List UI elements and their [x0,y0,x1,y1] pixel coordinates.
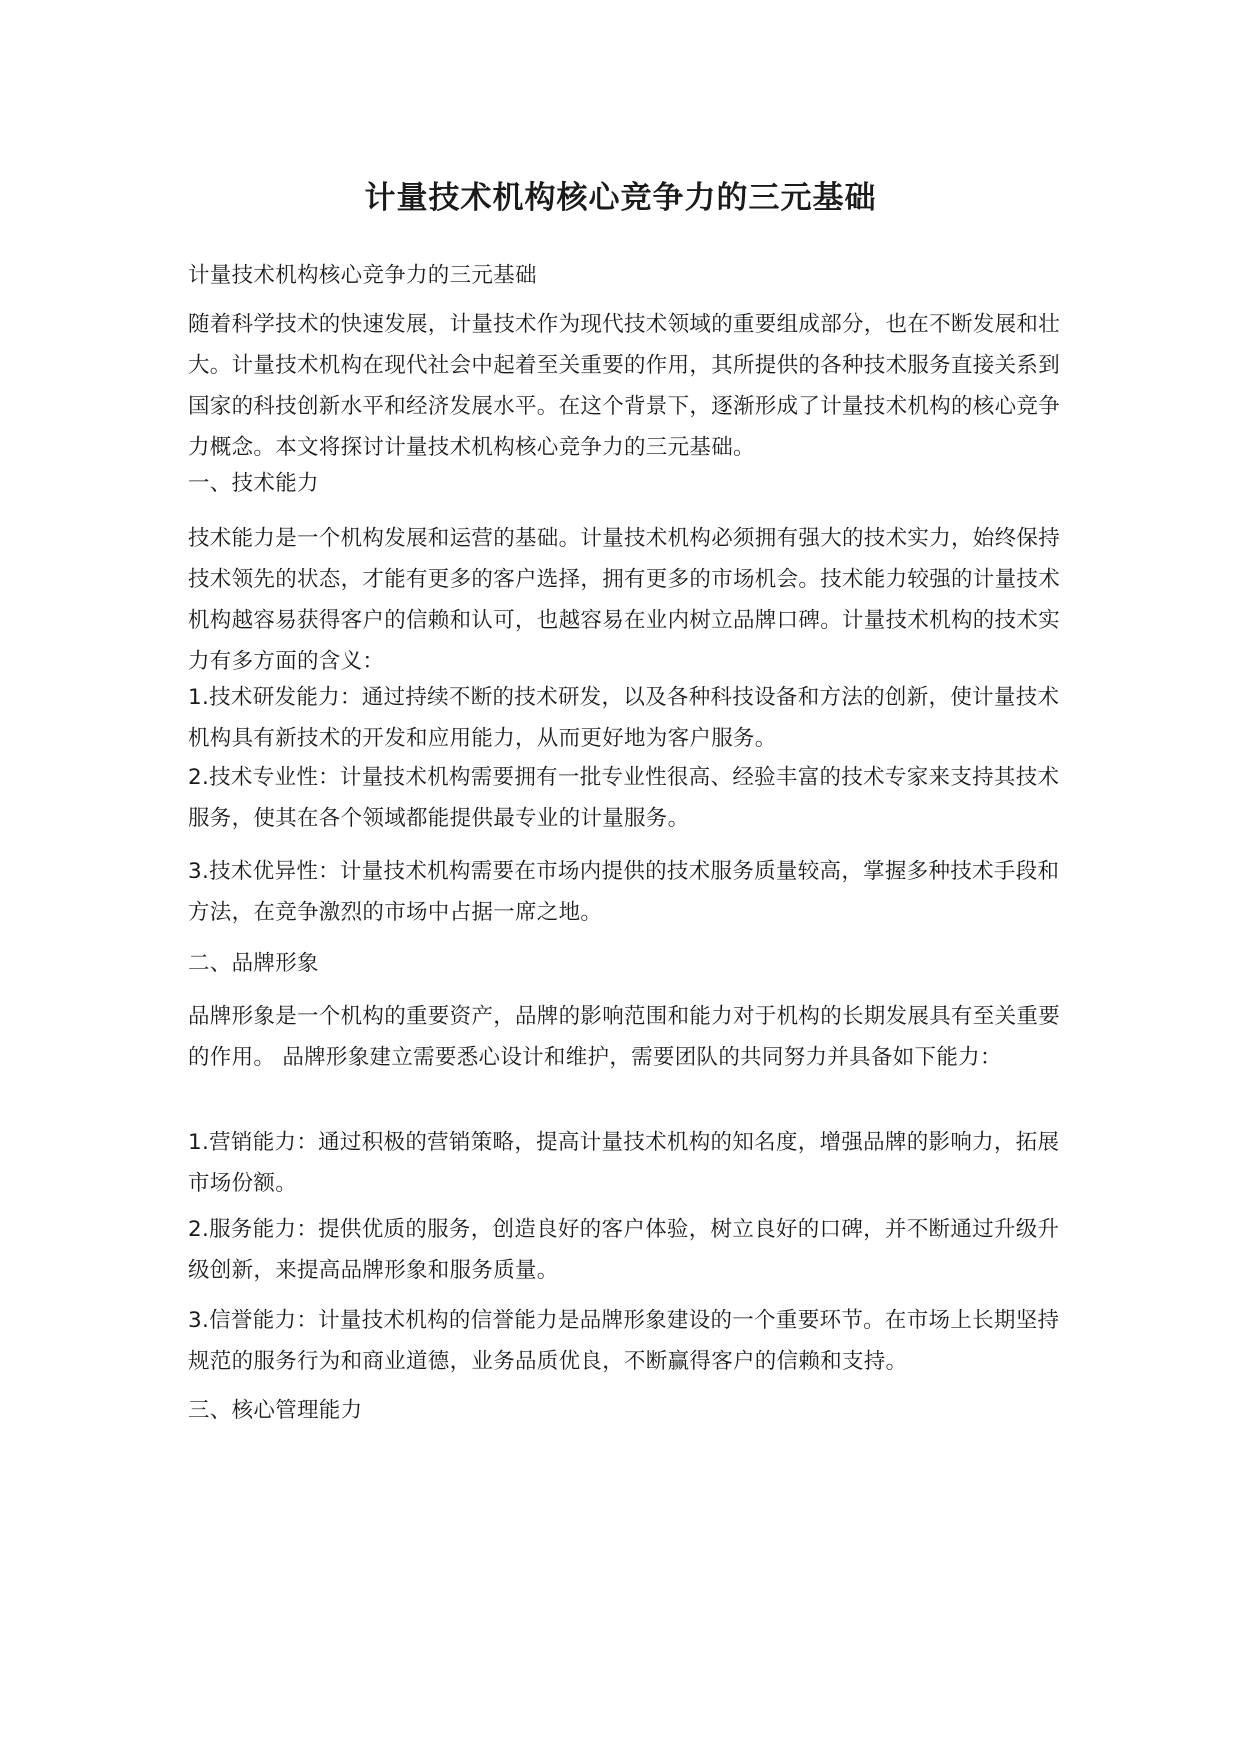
section-heading-technology: 一、技术能力 [188,471,319,496]
document-title: 计量技术机构核心竞争力的三元基础 [364,180,877,216]
list-item-tech-professional: 2.技术专业性：计量技术机构需要拥有一批专业性很高、经验丰富的技术专家来支持其技术服务，使其在各个领域都能提供最专业的计量服务。 [188,765,1060,831]
paragraph-brand: 品牌形象是一个机构的重要资产，品牌的影响范围和能力对于机构的长期发展具有至关重要的作用。 品牌形象建立需要悉心设计和维护，需要团队的共同努力并具备如下能力： [188,1004,1061,1070]
list-item-marketing: 1.营销能力：通过积极的营销策略，提高计量技术机构的知名度，增强品牌的影响力，拓展市场份额。 [188,1130,1060,1196]
paragraph-intro: 随着科学技术的快速发展，计量技术作为现代技术领域的重要组成部分，也在不断发展和壮大。计量技术机构在现代社会中起着至关重要的作用，其所提供的各种技术服务直接关系到国家的科技创新水平和经济发展水平。在这个背景下，逐渐形成了计量技术机构的核心竞争力概念。本文将探讨计量技术机构核心竞争力的三元基础。 [188,312,1061,460]
list-item-tech-rd: 1.技术研发能力：通过持续不断的技术研发，以及各种科技设备和方法的创新，使计量技术机构具有新技术的开发和应用能力，从而更好地为客户服务。 [188,685,1060,751]
list-item-tech-excellence: 3.技术优异性：计量技术机构需要在市场内提供的技术服务质量较高，掌握多种技术手段和方法，在竞争激烈的市场中占据一席之地。 [188,859,1060,925]
section-heading-brand: 二、品牌形象 [188,951,319,976]
list-item-service: 2.服务能力：提供优质的服务，创造良好的客户体验，树立良好的口碑，并不断通过升级升级创新，来提高品牌形象和服务质量。 [188,1217,1060,1283]
paragraph-technology: 技术能力是一个机构发展和运营的基础。计量技术机构必须拥有强大的技术实力，始终保持技术领先的状态，才能有更多的客户选择，拥有更多的市场机会。技术能力较强的计量技术机构越容易获得客户的信赖和认可，也越容易在业内树立品牌口碑。计量技术机构的技术实力有多方面的含义： [188,526,1061,674]
list-item-credibility: 3.信誉能力：计量技术机构的信誉能力是品牌形象建设的一个重要环节。在市场上长期坚持规范的服务行为和商业道德，业务品质优良，不断赢得客户的信赖和支持。 [188,1308,1060,1374]
paragraph-subtitle: 计量技术机构核心竞争力的三元基础 [188,263,537,288]
section-heading-management: 三、核心管理能力 [188,1398,363,1423]
